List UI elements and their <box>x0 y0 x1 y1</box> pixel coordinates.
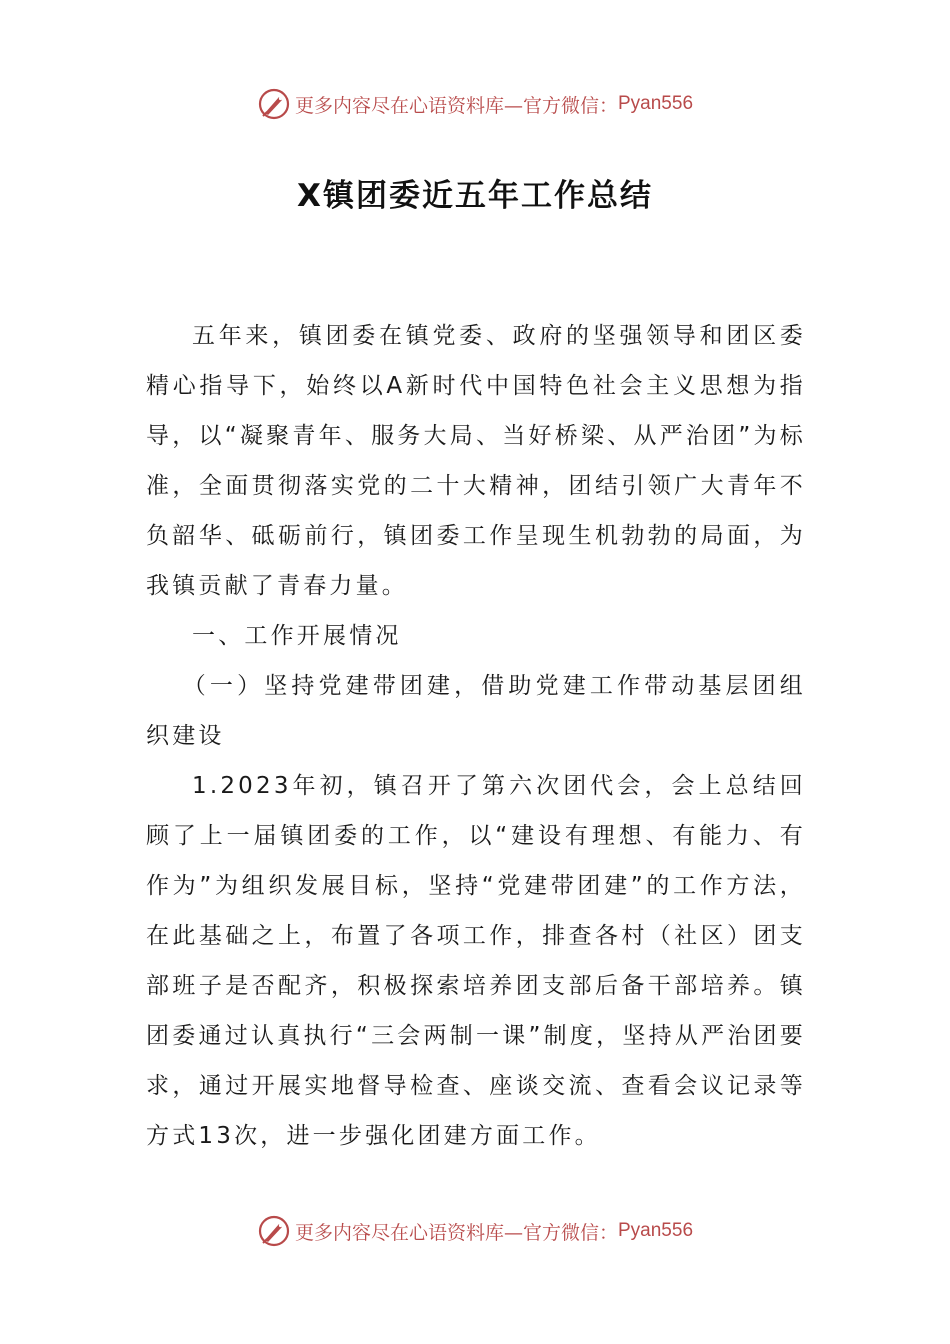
section-heading: 一、工作开展情况 <box>192 623 402 649</box>
header-banner <box>0 84 950 124</box>
document-title: X镇团委近五年工作总结 <box>297 178 653 214</box>
pen-logo-icon <box>257 87 291 121</box>
wechat-id: Pyan556 <box>618 93 694 114</box>
subsection-heading: （一）坚持党建带团建，借助党建工作带动基层团组织建设 <box>146 673 806 749</box>
pen-logo-icon <box>257 1214 291 1248</box>
body-paragraph: 1.2023年初，镇召开了第六次团代会，会上总结回顾了上一届镇团委的工作，以“建设有理想、有能力、有作为”为组织发展目标，坚持“党建带团建”的工作方法，在此基础之上，布置了各项工作，排查各村（社区）团支部班子是否配齐，积极探索培养团支部后备干部培养。镇团委通过认真执行“三会两制一课”制度，坚持从严治团要求，通过开展实地督导检查、座谈交流、查看会议记录等方式13次，进一步强化团建方面工作。 <box>146 773 806 1149</box>
intro-paragraph: 五年来，镇团委在镇党委、政府的坚强领导和团区委精心指导下，始终以A新时代中国特色社会主义思想为指导，以“凝聚青年、服务大局、当好桥梁、从严治团”为标准，全面贯彻落实党的二十大精神，团结引领广大青年不负韶华、砥砺前行，镇团委工作呈现生机勃勃的局面，为我镇贡献了青春力量。 <box>146 323 806 599</box>
banner-text: 更多内容尽在心语资料库—官方微信： <box>294 94 618 117</box>
banner-text: 更多内容尽在心语资料库—官方微信： <box>294 1221 618 1244</box>
wechat-id: Pyan556 <box>618 1220 694 1241</box>
document-body <box>146 311 806 1161</box>
footer-banner <box>0 1211 950 1251</box>
